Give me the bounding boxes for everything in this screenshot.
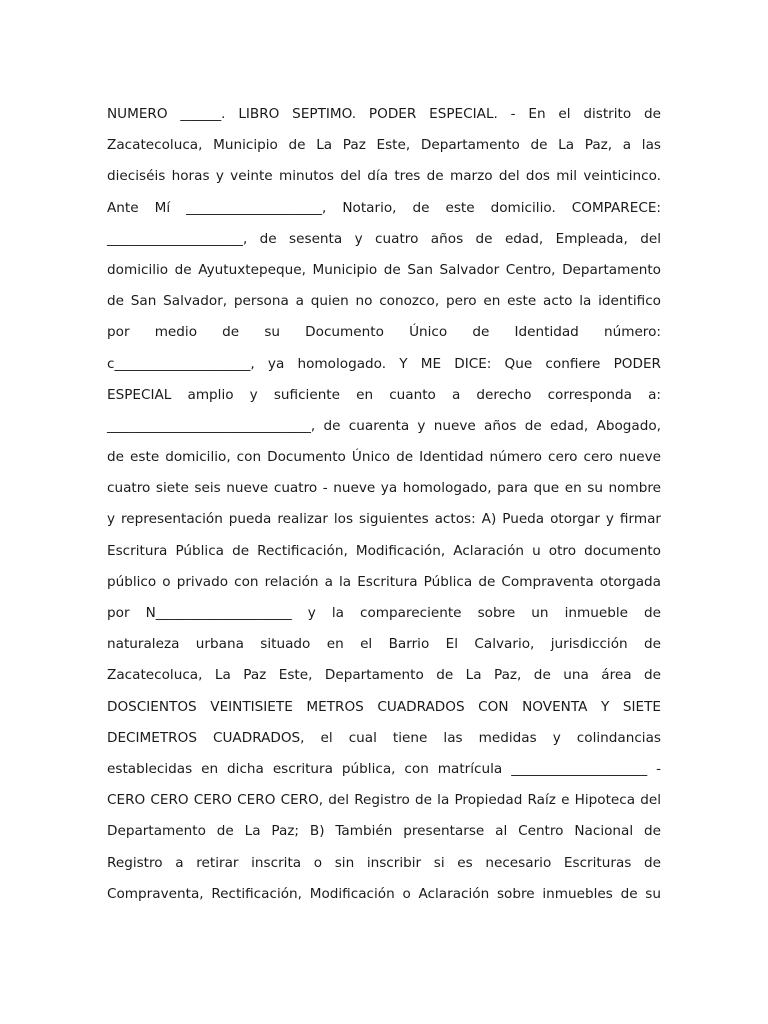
text-line: cuatro siete seis nueve cuatro - nueve ya homologado, para que en su nombre — [107, 480, 661, 497]
text-line: Compraventa, Rectificación, Modificación o Aclaración sobre inmuebles de su — [107, 885, 661, 902]
text-line: y representación pueda realizar los siguientes actos: A) Pueda otorgar y firmar — [107, 511, 661, 528]
text-line: de este domicilio, con Documento Único de Identidad número cero cero nueve — [107, 449, 661, 466]
text-line: c____________________, ya homologado. Y ME DICE: Que confiere PODER — [107, 355, 661, 372]
text-line: naturaleza urbana situado en el Barrio El Calvario, jurisdicción de — [107, 636, 661, 653]
text-line: por N____________________ y la compareciente sobre un inmueble de — [107, 605, 661, 621]
text-line: por medio de su Documento Único de Identidad número: — [107, 324, 661, 341]
text-line: Departamento de La Paz; B) También presentarse al Centro Nacional de — [107, 823, 661, 840]
text-line: DOSCIENTOS VEINTISIETE METROS CUADRADOS CON NOVENTA Y SIETE — [107, 698, 661, 715]
text-line: establecidas en dicha escritura pública, con matrícula ____________________ - — [107, 760, 661, 777]
text-line: Zacatecoluca, La Paz Este, Departamento de La Paz, de una área de — [107, 667, 661, 684]
text-line: NUMERO ______. LIBRO SEPTIMO. PODER ESPECIAL. - En el distrito de — [107, 106, 661, 122]
text-line: Registro a retirar inscrita o sin inscribir si es necesario Escrituras de — [107, 854, 661, 871]
text-line: domicilio de Ayutuxtepeque, Municipio de San Salvador Centro, Departamento — [107, 261, 661, 278]
text-line: dieciséis horas y veinte minutos del día tres de marzo del dos mil veinticinco. — [107, 168, 661, 185]
text-line: Ante Mí ____________________, Notario, de este domicilio. COMPARECE: — [107, 199, 661, 216]
text-line: ESPECIAL amplio y suficiente en cuanto a derecho corresponda a: — [107, 386, 661, 403]
text-line: público o privado con relación a la Escritura Pública de Compraventa otorgada — [107, 573, 661, 590]
document-body — [107, 99, 661, 910]
text-line: ______________________________, de cuarenta y nueve años de edad, Abogado, — [107, 417, 661, 434]
text-line: de San Salvador, persona a quien no conozco, pero en este acto la identifico — [107, 293, 661, 310]
text-line: Zacatecoluca, Municipio de La Paz Este, Departamento de La Paz, a las — [107, 137, 661, 154]
text-line: ____________________, de sesenta y cuatro años de edad, Empleada, del — [107, 230, 661, 247]
text-line: CERO CERO CERO CERO CERO, del Registro de la Propiedad Raíz e Hipoteca del — [107, 792, 661, 809]
text-line: DECIMETROS CUADRADOS, el cual tiene las medidas y colindancias — [107, 729, 661, 746]
text-line: Escritura Pública de Rectificación, Modificación, Aclaración u otro documento — [107, 542, 661, 559]
